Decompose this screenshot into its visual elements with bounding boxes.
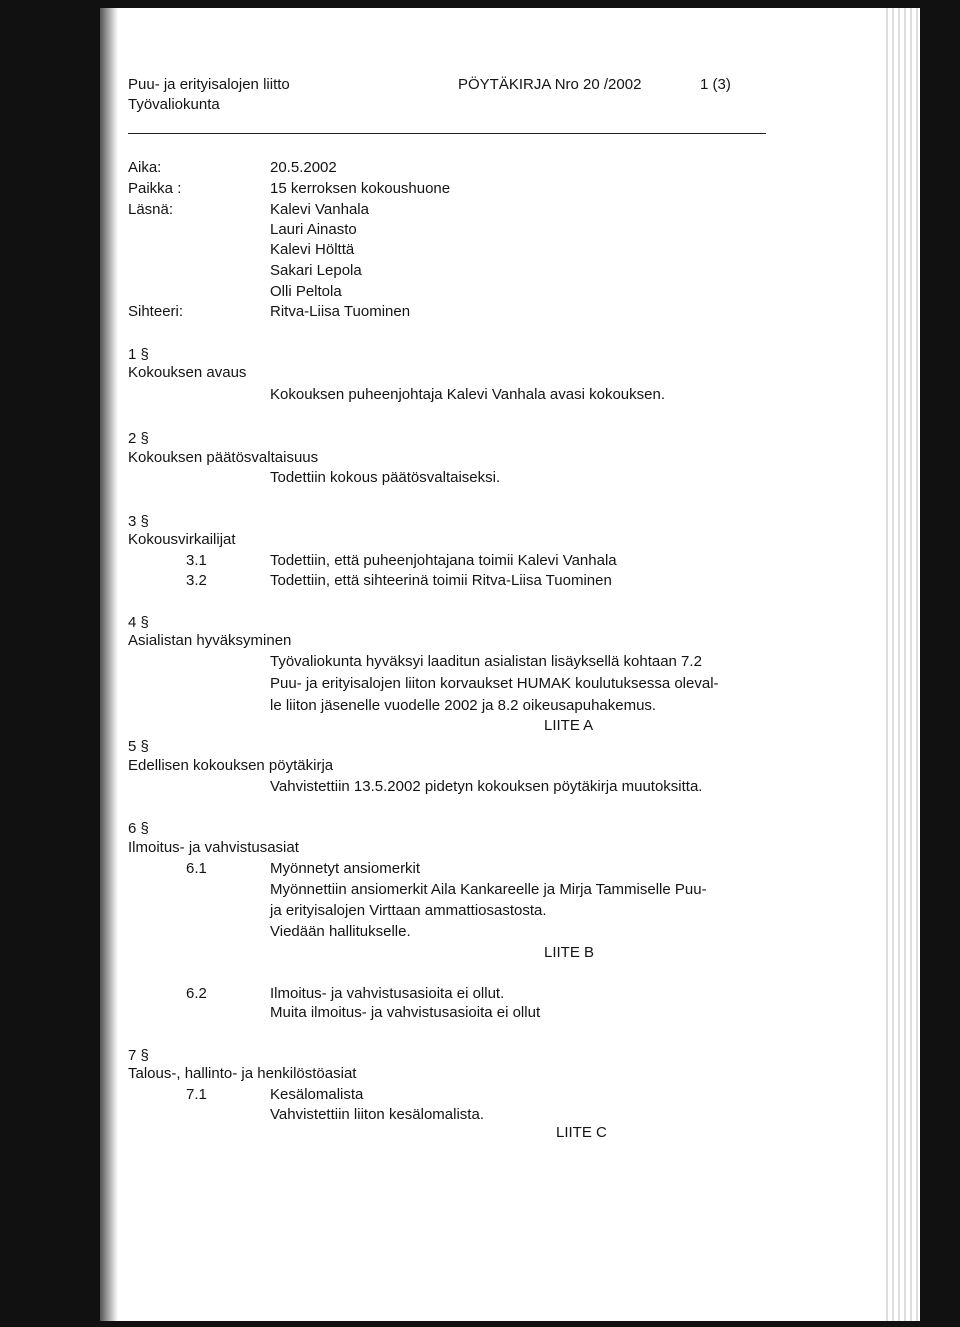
- item-number: 6.1: [186, 860, 207, 877]
- section-title: Asialistan hyväksyminen: [128, 632, 292, 649]
- present-person: Olli Peltola: [270, 283, 342, 300]
- section-title: Ilmoitus- ja vahvistusasiat: [128, 839, 299, 856]
- scan-border-left: [0, 0, 100, 1327]
- item-text: Vahvistettiin liiton kesälomalista.: [270, 1106, 484, 1123]
- time-value: 20.5.2002: [270, 159, 337, 176]
- secretary-value: Ritva-Liisa Tuominen: [270, 303, 411, 320]
- committee-name: Työvaliokunta: [128, 96, 220, 113]
- section-number: 6 §: [128, 820, 149, 837]
- attachment-label: LIITE A: [544, 717, 594, 734]
- place-label: Paikka :: [128, 180, 182, 197]
- document-title: PÖYTÄKIRJA Nro 20 /2002: [458, 76, 642, 93]
- section-text: Vahvistettiin 13.5.2002 pidetyn kokouksen pöytäkirja muutoksitta.: [270, 778, 703, 795]
- scan-border-right: [920, 0, 960, 1327]
- section-text: Puu- ja erityisalojen liiton korvaukset HUMAK koulutuksessa oleval-: [270, 675, 719, 692]
- scan-border-bottom: [0, 1321, 960, 1327]
- section-title: Kokouksen päätösvaltaisuus: [128, 449, 319, 466]
- section-text: Kokouksen puheenjohtaja Kalevi Vanhala avasi kokouksen.: [270, 386, 665, 403]
- section-text: Työvaliokunta hyväksyi laaditun asialistan lisäyksellä kohtaan 7.2: [270, 653, 702, 670]
- binding-shadow: [100, 8, 118, 1321]
- secretary-label: Sihteeri:: [128, 303, 184, 320]
- item-title: Myönnetyt ansiomerkit: [270, 860, 421, 877]
- present-label: Läsnä:: [128, 201, 174, 218]
- scan-border-top: [0, 0, 960, 8]
- item-title: Kesälomalista: [270, 1086, 364, 1103]
- header-divider: [128, 133, 766, 134]
- section-text: Todettiin kokous päätösvaltaiseksi.: [270, 469, 501, 486]
- present-person: Kalevi Vanhala: [270, 201, 369, 218]
- present-person: Kalevi Hölttä: [270, 241, 355, 258]
- item-text: Viedään hallitukselle.: [270, 923, 411, 940]
- section-number: 2 §: [128, 430, 149, 447]
- section-number: 3 §: [128, 513, 149, 530]
- item-text: Todettiin, että sihteerinä toimii Ritva-Liisa Tuominen: [270, 572, 612, 589]
- item-text: Myönnettiin ansiomerkit Aila Kankareelle ja Mirja Tammiselle Puu-: [270, 881, 707, 898]
- item-number: 6.2: [186, 985, 207, 1002]
- org-name: Puu- ja erityisalojen liitto: [128, 76, 290, 93]
- section-title: Kokousvirkailijat: [128, 531, 236, 548]
- item-text: ja erityisalojen Virttaan ammattiosastosta.: [270, 902, 547, 919]
- section-title: Talous-, hallinto- ja henkilöstöasiat: [128, 1065, 357, 1082]
- section-number: 4 §: [128, 614, 149, 631]
- section-number: 7 §: [128, 1047, 149, 1064]
- item-number: 3.2: [186, 572, 207, 589]
- present-person: Sakari Lepola: [270, 262, 362, 279]
- item-number: 3.1: [186, 552, 207, 569]
- attachment-label: LIITE C: [556, 1124, 607, 1141]
- section-number: 5 §: [128, 738, 149, 755]
- item-number: 7.1: [186, 1086, 207, 1103]
- page-number: 1 (3): [700, 76, 731, 93]
- present-person: Lauri Ainasto: [270, 221, 357, 238]
- section-text: le liiton jäsenelle vuodelle 2002 ja 8.2 oikeusapuhakemus.: [270, 697, 657, 714]
- stacked-page-edges: [882, 8, 920, 1321]
- section-title: Edellisen kokouksen pöytäkirja: [128, 757, 334, 774]
- section-title: Kokouksen avaus: [128, 364, 247, 381]
- item-text: Muita ilmoitus- ja vahvistusasioita ei ollut: [270, 1004, 541, 1021]
- attachment-label: LIITE B: [544, 944, 595, 961]
- item-text: Todettiin, että puheenjohtajana toimii Kalevi Vanhala: [270, 552, 617, 569]
- time-label: Aika:: [128, 159, 162, 176]
- section-number: 1 §: [128, 346, 149, 363]
- item-title: Ilmoitus- ja vahvistusasioita ei ollut.: [270, 985, 505, 1002]
- place-value: 15 kerroksen kokoushuone: [270, 180, 451, 197]
